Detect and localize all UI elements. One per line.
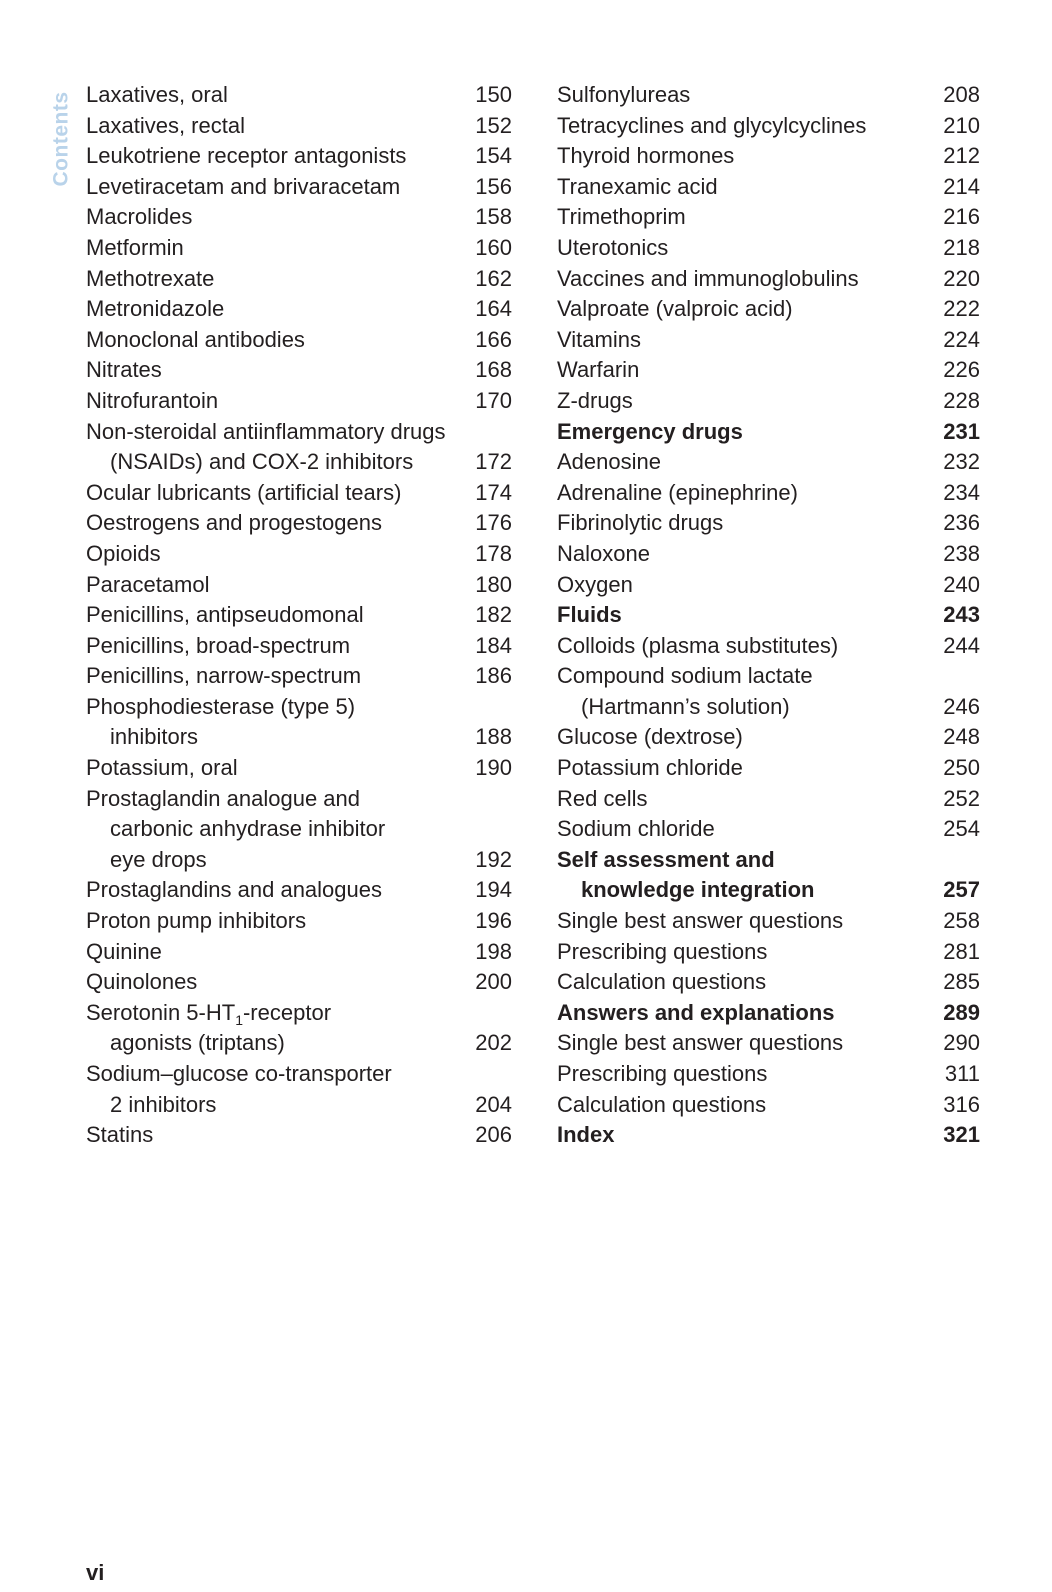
toc-entry-title-line [557,631,980,662]
toc-page-number: 232 [943,449,980,475]
toc-page-number: 176 [475,510,512,536]
toc-entry[interactable] [557,906,980,937]
toc-entry[interactable] [86,355,512,386]
toc-entry-text: Sodium–glucose co-transporter [86,1061,392,1086]
toc-page-number: 186 [475,663,512,689]
toc-entry-title-line [86,80,512,111]
toc-entry[interactable] [86,937,512,968]
toc-entry-title-line [86,417,512,448]
toc-page-number: 194 [475,877,512,903]
toc-entry-title-line [557,845,980,876]
toc-entry-title-line [557,875,980,906]
toc-entry-title-line [86,141,512,172]
toc-entry[interactable] [557,967,980,998]
toc-entry-title-line [557,294,980,325]
toc-page-number: 178 [475,540,512,566]
toc-entry-text: Penicillins, narrow-spectrum [86,663,362,689]
toc-entry[interactable] [557,80,980,111]
toc-entry-title-line [557,1120,980,1151]
toc-section-heading[interactable] [557,600,980,631]
contents-left-column [86,80,512,1151]
toc-entry[interactable] [86,233,512,264]
toc-entry[interactable] [86,417,512,478]
toc-entry[interactable] [557,264,980,295]
toc-page-number: 204 [475,1091,512,1117]
toc-entry-title-line [86,967,512,998]
toc-section-heading[interactable] [557,417,980,448]
toc-entry-title-line [557,1028,980,1059]
toc-entry-title-line [86,753,512,784]
toc-entry-text: Metformin [86,234,184,260]
toc-entry-text: Oxygen [557,571,633,597]
toc-page-number: 236 [943,510,980,536]
toc-entry-title-line [557,325,980,356]
toc-entry-text: carbonic anhydrase inhibitor [110,816,386,842]
toc-entry[interactable] [86,631,512,662]
toc-page-number: 214 [943,173,980,199]
toc-entry-text: Uterotonics [557,234,669,260]
toc-entry-title-line [557,967,980,998]
toc-entry-text: Fibrinolytic drugs [557,510,724,536]
toc-entry-text: Potassium, oral [86,755,238,781]
toc-entry-text: Monoclonal antibodies [86,326,305,352]
toc-entry[interactable] [86,600,512,631]
toc-entry-title-line [557,111,980,142]
toc-page-number: 208 [943,82,980,107]
toc-entry-title-line [86,1090,512,1121]
toc-page-number: 243 [943,602,980,628]
toc-entry-title-line [86,998,512,1029]
toc-entry[interactable] [557,570,980,601]
toc-entry[interactable] [557,355,980,386]
toc-entry[interactable] [557,631,980,662]
toc-section-heading[interactable] [557,1120,980,1151]
toc-page-number: 226 [943,357,980,383]
toc-entry-text: Tetracyclines and glycylcyclines [557,112,867,138]
toc-page-number: 162 [475,265,512,291]
toc-entry-title-line [86,233,512,264]
toc-entry-text: Prostaglandin analogue and [86,785,361,811]
toc-entry[interactable] [557,722,980,753]
toc-entry-title-line [86,172,512,203]
toc-page-number: 190 [475,755,512,781]
toc-entry[interactable] [557,202,980,233]
toc-page-number: 238 [943,540,980,566]
toc-entry[interactable] [557,141,980,172]
toc-entry-title-line [557,172,980,203]
toc-entry-title-line [86,937,512,968]
toc-page-number: 246 [943,693,980,719]
toc-entry[interactable] [557,386,980,417]
toc-entry-title-line [86,722,512,753]
toc-page-number: 285 [943,969,980,995]
toc-entry-text: Vaccines and immunoglobulins [557,265,859,291]
toc-entry-title-line [86,631,512,662]
toc-entry-title-line [557,386,980,417]
toc-entry[interactable] [86,80,512,111]
toc-entry-text: Laxatives, rectal [86,112,245,138]
toc-page-number: 218 [943,234,980,260]
toc-entry-text: Warfarin [557,357,640,383]
toc-entry-title-line [557,600,980,631]
toc-entry-text: Quinine [86,938,162,964]
toc-entry-text: Penicillins, antipseudomonal [86,602,364,628]
toc-entry-title-line [86,570,512,601]
toc-entry[interactable] [86,753,512,784]
toc-entry[interactable] [86,111,512,142]
toc-entry[interactable] [557,508,980,539]
toc-entry[interactable] [86,906,512,937]
toc-entry-title-line [86,294,512,325]
toc-entry[interactable] [86,998,512,1059]
toc-entry-text: Phosphodiesterase (type 5) [86,693,356,719]
toc-entry[interactable] [557,753,980,784]
toc-page-number: 289 [943,999,980,1025]
toc-entry[interactable] [86,478,512,509]
toc-entry[interactable] [86,294,512,325]
toc-entry[interactable] [86,1059,512,1120]
toc-entry-text: Opioids [86,540,161,566]
toc-page-number: 172 [475,449,512,475]
toc-page-number: 192 [475,846,512,872]
toc-entry-title-line [557,753,980,784]
toc-entry-text: Metronidazole [86,296,225,322]
toc-entry-title-line [557,539,980,570]
toc-entry-title-line [86,692,512,723]
toc-entry-title-line [557,202,980,233]
toc-entry-text: Potassium chloride [557,755,743,781]
toc-entry-text: Fluids [557,602,622,628]
toc-entry-text: eye drops [110,846,207,872]
toc-entry-text: Ocular lubricants (artificial tears) [86,479,402,505]
toc-entry[interactable] [557,539,980,570]
toc-entry-title-line [86,264,512,295]
toc-entry-text: Single best answer questions [557,908,844,934]
toc-page-number: 257 [943,877,980,903]
toc-page-number: 184 [475,632,512,658]
toc-page-number: 160 [475,234,512,260]
toc-entry-text: Methotrexate [86,265,215,291]
toc-entry-title-line [557,417,980,448]
toc-page-number: 206 [475,1122,512,1148]
toc-page-number: 200 [475,969,512,995]
toc-entry[interactable] [86,539,512,570]
toc-entry-text: Thyroid hormones [557,143,735,169]
toc-entry-title-line [86,478,512,509]
toc-entry[interactable] [86,172,512,203]
toc-entry-title-line [86,355,512,386]
toc-entry-title-line [557,937,980,968]
toc-entry-text: Trimethoprim [557,204,686,230]
toc-entry-title-line [86,1059,512,1090]
toc-entry-text: agonists (triptans) [110,1030,285,1056]
toc-entry[interactable] [86,508,512,539]
toc-entry-title-line [86,845,512,876]
toc-entry[interactable] [86,1120,512,1151]
toc-section-heading[interactable] [557,845,980,906]
toc-entry-text: Compound sodium lactate [557,663,813,689]
toc-entry-text: Prescribing questions [557,1061,768,1086]
toc-entry-text: Nitrofurantoin [86,387,219,413]
toc-entry-text: Calculation questions [557,1091,767,1117]
toc-entry-text: Adenosine [557,449,661,475]
toc-entry[interactable] [86,967,512,998]
toc-entry-title-line [86,202,512,233]
toc-entry-text: Nitrates [86,357,162,383]
toc-entry-title-line [557,141,980,172]
toc-entry-text: Macrolides [86,204,193,230]
toc-entry-text: (NSAIDs) and COX-2 inhibitors [110,449,414,475]
toc-entry-text: Self assessment and [557,846,775,872]
toc-page-number: 170 [475,387,512,413]
toc-entry-title-line [557,692,980,723]
toc-entry[interactable] [557,111,980,142]
toc-entry-text: Z-drugs [557,387,633,413]
toc-entry-title-line [86,875,512,906]
toc-entry-title-line [557,1059,980,1090]
toc-entry-text: Proton pump inhibitors [86,908,307,934]
toc-section-heading[interactable] [557,998,980,1029]
toc-entry[interactable] [557,1028,980,1059]
toc-page-number: 248 [943,724,980,750]
toc-entry-title-line [557,722,980,753]
toc-entry[interactable] [86,202,512,233]
side-label-text: Contents [49,91,72,187]
toc-entry-title-line [557,508,980,539]
toc-entry-text: Valproate (valproic acid) [557,296,793,322]
toc-entry-text: Oestrogens and progestogens [86,510,382,536]
toc-page-number: 311 [944,1061,980,1086]
toc-entry[interactable] [557,1090,980,1121]
toc-entry-text: (Hartmann’s solution) [581,693,790,719]
toc-entry-text: Prostaglandins and analogues [86,877,383,903]
toc-page-number: 290 [943,1030,980,1056]
toc-entry-title-line [557,447,980,478]
toc-entry-text: Non-steroidal antiinflammatory drugs [86,418,446,444]
toc-page-number: 224 [943,326,980,352]
toc-entry[interactable] [557,1059,980,1090]
toc-entry-title-line [86,386,512,417]
toc-entry-title-line [557,355,980,386]
toc-entry-text: knowledge integration [581,877,815,903]
toc-entry[interactable] [86,325,512,356]
toc-entry-text: inhibitors [110,724,199,750]
toc-entry-title-line [557,998,980,1029]
toc-page-number: 222 [943,296,980,322]
toc-entry-title-line [86,539,512,570]
toc-entry-title-line [557,661,980,692]
toc-page-number: 240 [943,571,980,597]
toc-entry-title-line [86,508,512,539]
toc-entry-text: Naloxone [557,540,650,566]
toc-page-number: 244 [943,632,980,658]
toc-page-number: 198 [475,938,512,964]
toc-entry[interactable] [86,661,512,692]
page-number: vi [86,1560,105,1585]
toc-entry-title-line [557,80,980,111]
toc-entry-text: Colloids (plasma substitutes) [557,632,839,658]
toc-entry-text: Red cells [557,785,648,811]
toc-entry-text: Leukotriene receptor antagonists [86,143,407,169]
toc-entry-text: Prescribing questions [557,938,768,964]
toc-entry-title-line [557,264,980,295]
toc-entry-title-line [86,906,512,937]
toc-entry[interactable] [557,447,980,478]
toc-page-number: 316 [943,1091,980,1117]
toc-entry-text: Statins [86,1122,154,1148]
toc-entry[interactable] [557,294,980,325]
toc-page-number: 281 [943,938,980,964]
toc-page-number: 220 [943,265,980,291]
toc-entry[interactable] [557,661,980,722]
toc-page-number: 152 [475,112,512,138]
toc-page-number: 174 [475,479,512,505]
toc-entry-text-suffix: -receptor [242,999,332,1025]
toc-entry[interactable] [86,570,512,601]
toc-entry-title-line [86,600,512,631]
toc-entry-title-line [86,1120,512,1151]
toc-entry-text: Sulfonylureas [557,82,691,107]
toc-entry-text: Vitamins [557,326,641,352]
toc-entry[interactable] [86,692,512,753]
toc-entry[interactable] [86,784,512,876]
toc-page-number: 188 [475,724,512,750]
toc-entry-title-line [557,233,980,264]
toc-entry[interactable] [557,325,980,356]
toc-page-number: 156 [475,173,512,199]
toc-entry-text: Laxatives, oral [86,82,228,107]
subscript-text: 1 [235,1011,243,1028]
toc-entry[interactable] [557,814,980,845]
toc-entry-title-line [557,814,980,845]
toc-entry[interactable] [557,478,980,509]
toc-page-number: 158 [475,204,512,230]
toc-entry-text: Calculation questions [557,969,767,995]
toc-page-number: 164 [475,296,512,322]
toc-entry-text: Serotonin 5-HT [86,999,236,1025]
toc-entry[interactable] [557,937,980,968]
toc-entry-text: 2 inhibitors [110,1091,217,1117]
toc-entry-text: Single best answer questions [557,1030,844,1056]
toc-page-number: 216 [943,204,980,230]
toc-entry-text: Paracetamol [86,571,210,597]
toc-entry-title-line [86,1028,512,1059]
toc-entry-text: Glucose (dextrose) [557,724,743,750]
toc-entry[interactable] [86,386,512,417]
toc-entry-title-line [86,661,512,692]
toc-page-number: 212 [943,143,980,169]
toc-page-number: 154 [475,143,512,169]
toc-entry-title-line [557,906,980,937]
toc-page-number: 182 [475,602,512,628]
toc-entry-text: Tranexamic acid [557,173,718,199]
toc-page-number: 166 [475,326,512,352]
toc-entry-title-line [86,325,512,356]
toc-entry[interactable] [557,784,980,815]
toc-entry[interactable] [86,141,512,172]
toc-page-number: 231 [943,418,980,444]
toc-entry-text: Answers and explanations [557,999,835,1025]
toc-page-number: 254 [943,816,980,842]
toc-page-number: 168 [475,357,512,383]
toc-entry[interactable] [86,264,512,295]
toc-entry-title-line [557,478,980,509]
toc-page-number: 250 [943,755,980,781]
toc-entry-title-line [557,1090,980,1121]
toc-entry-text: Adrenaline (epinephrine) [557,479,798,505]
toc-page-number: 321 [943,1122,980,1148]
toc-page-number: 228 [943,387,980,413]
toc-entry-title-line [86,111,512,142]
toc-entry-title-line [557,570,980,601]
toc-entry-text: Index [557,1122,615,1148]
contents-right-column [557,80,980,1151]
toc-entry-title-line [86,814,512,845]
toc-page-number: 258 [943,908,980,934]
toc-page-number: 196 [475,908,512,934]
toc-page-number: 252 [943,785,980,811]
toc-page-number: 234 [943,479,980,505]
toc-entry-text: Penicillins, broad-spectrum [86,632,351,658]
toc-entry-text: Emergency drugs [557,418,743,444]
toc-entry-title-line [86,447,512,478]
toc-entry[interactable] [86,875,512,906]
toc-entry[interactable] [557,172,980,203]
section-side-label [46,84,76,194]
toc-page-number: 150 [475,82,512,107]
toc-entry-text: Quinolones [86,969,198,995]
toc-entry-title-line [86,784,512,815]
toc-entry[interactable] [557,233,980,264]
toc-page-number: 210 [943,112,980,138]
toc-entry-text: Levetiracetam and brivaracetam [86,173,401,199]
toc-page-number: 202 [475,1030,512,1056]
toc-entry-title-line [557,784,980,815]
toc-entry-text: Sodium chloride [557,816,715,842]
toc-page-number: 180 [475,571,512,597]
